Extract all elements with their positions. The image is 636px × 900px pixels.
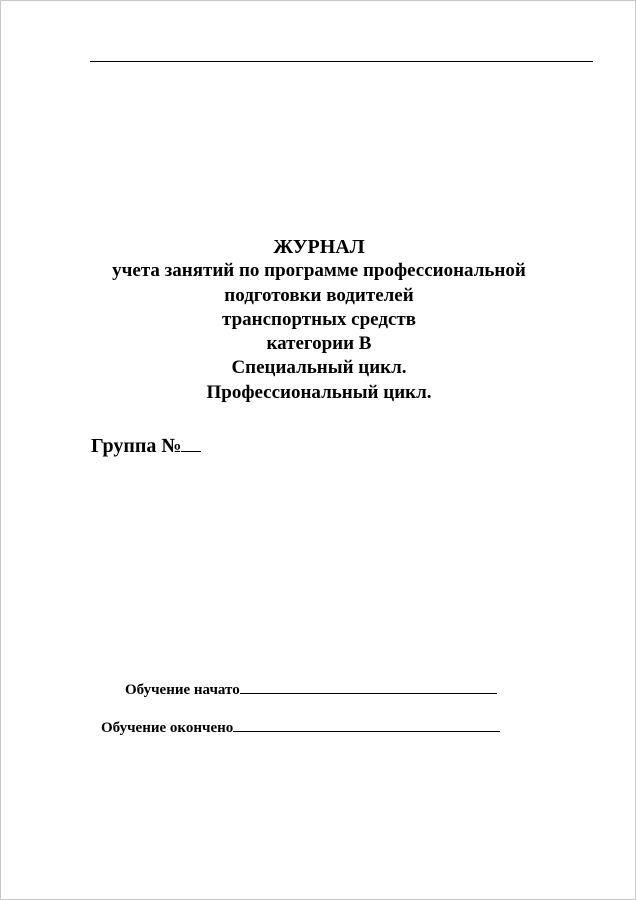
training-finished-label: Обучение окончено [101,720,234,736]
subtitle-line-6: Профессиональный цикл. [206,381,432,403]
subtitle-line-5: Специальный цикл. [231,357,407,379]
subtitle-line-4: категории В [266,333,372,355]
subtitle-line-3: транспортных средств [222,308,416,330]
training-finished-blank [233,717,500,732]
top-rule [90,61,593,62]
title-block [1,235,636,405]
journal-title: ЖУРНАЛ [273,236,365,258]
training-finished-field [101,717,500,737]
training-started-label: Обучение начато [125,682,240,698]
training-started-blank [240,679,497,694]
group-label: Группа № [91,435,182,457]
group-number-field [91,433,201,458]
subtitle-line-2: подготовки водителей [224,284,414,306]
group-number-blank [181,433,201,452]
subtitle-line-1: учета занятий по программе профессиональной [112,260,526,282]
training-started-field [125,679,497,699]
